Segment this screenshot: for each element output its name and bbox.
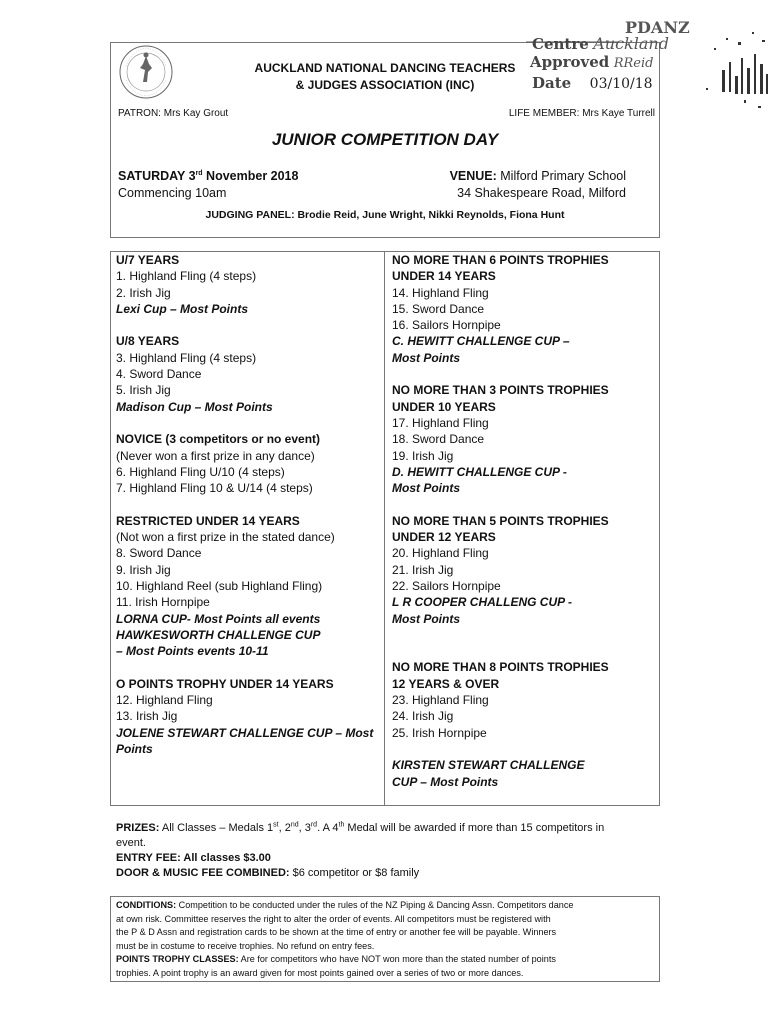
event-line: Points xyxy=(116,741,153,756)
event-line: 16. Sailors Hornpipe xyxy=(392,318,501,333)
event-line: (Never won a first prize in any dance) xyxy=(116,448,315,463)
event-line: CUP – Most Points xyxy=(392,774,499,789)
event-line: UNDER 12 YEARS xyxy=(392,530,496,545)
association-logo xyxy=(112,44,184,100)
stamp-approved-label: Approved xyxy=(530,53,610,71)
event-line: 3. Highland Fling (4 steps) xyxy=(116,350,257,365)
stamp-centre-label: Centre xyxy=(532,35,589,53)
events-divider xyxy=(384,251,385,806)
event-line: 5. Irish Jig xyxy=(116,383,171,398)
venue-label: VENUE: xyxy=(449,169,497,183)
stamp-signature: RReid xyxy=(613,56,654,71)
sup-nd: nd xyxy=(290,821,299,829)
spacer xyxy=(116,317,382,333)
prizes-text: , 3 xyxy=(298,822,311,834)
prizes-line xyxy=(116,821,656,836)
event-line: 17. Highland Fling xyxy=(392,415,489,430)
spacer xyxy=(392,741,656,757)
event-line: 12 YEARS & OVER xyxy=(392,676,500,691)
prizes-text: Medal will be awarded if more than 15 competitors in xyxy=(344,822,605,834)
event-line: 21. Irish Jig xyxy=(392,562,454,577)
spacer xyxy=(392,643,656,659)
event-line: UNDER 10 YEARS xyxy=(392,399,496,414)
event-line: 20. Highland Fling xyxy=(392,546,489,561)
event-line: O POINTS TROPHY UNDER 14 YEARS xyxy=(116,676,334,691)
event-line: Most Points xyxy=(392,481,460,496)
event-line: 12. Highland Fling xyxy=(116,693,213,708)
event-line: Madison Cup – Most Points xyxy=(116,399,273,414)
sup-rd: rd xyxy=(310,821,318,829)
date-prefix: SATURDAY 3 xyxy=(118,169,196,183)
door-fee-label: DOOR & MUSIC FEE COMBINED: xyxy=(116,867,290,879)
fee-info xyxy=(116,821,656,881)
event-line: UNDER 14 YEARS xyxy=(392,269,496,284)
stamp-centre xyxy=(532,34,669,54)
prizes-text: All Classes – Medals 1 xyxy=(159,822,274,834)
prizes-continued: event. xyxy=(116,837,146,849)
stamp-date xyxy=(532,74,653,93)
stamp-centre-value: Auckland xyxy=(593,34,669,53)
event-line: 22. Sailors Hornpipe xyxy=(392,578,501,593)
venue-name: Milford Primary School xyxy=(496,169,626,183)
events-right-column xyxy=(392,252,656,790)
judging-panel: JUDGING PANEL: Brodie Reid, June Wright, Nikki Reynolds, Fiona Hunt xyxy=(205,209,565,221)
date-suffix: November 2018 xyxy=(202,169,299,183)
venue xyxy=(360,168,626,202)
event-line: 6. Highland Fling U/10 (4 steps) xyxy=(116,464,285,479)
event-line: JOLENE STEWART CHALLENGE CUP – Most xyxy=(116,725,374,740)
association-name-line2: & JUDGES ASSOCIATION (INC) xyxy=(295,78,475,92)
date-sup: rd xyxy=(195,169,203,177)
points-trophy-label: POINTS TROPHY CLASSES: xyxy=(116,954,239,964)
patron: PATRON: Mrs Kay Grout xyxy=(118,108,229,119)
event-line: 18. Sword Dance xyxy=(392,432,485,447)
stamp-date-value: 03/10/18 xyxy=(589,76,653,92)
association-name xyxy=(200,60,570,94)
event-line: 19. Irish Jig xyxy=(392,448,454,463)
event-line: 8. Sword Dance xyxy=(116,546,202,561)
conditions-line: must be in costume to receive trophies. No refund on entry fees. xyxy=(116,940,375,951)
event-line: – Most Points events 10-11 xyxy=(116,644,269,659)
life-member: LIFE MEMBER: Mrs Kaye Turrell xyxy=(508,108,655,119)
event-line: LORNA CUP- Most Points all events xyxy=(116,611,321,626)
event-line: HAWKESWORTH CHALLENGE CUP xyxy=(116,627,321,642)
commencing-time: Commencing 10am xyxy=(118,186,227,200)
conditions-line: Are for competitors who have NOT won more than the stated number of points xyxy=(238,954,556,964)
spacer xyxy=(392,627,656,643)
entry-fee: ENTRY FEE: All classes $3.00 xyxy=(116,852,271,864)
event-line: NO MORE THAN 8 POINTS TROPHIES xyxy=(392,660,609,675)
event-line: 15. Sword Dance xyxy=(392,301,485,316)
event-date xyxy=(118,168,298,202)
event-line: 10. Highland Reel (sub Highland Fling) xyxy=(116,578,323,593)
sup-st: st xyxy=(273,821,279,829)
event-line: C. HEWITT CHALLENGE CUP – xyxy=(392,334,570,349)
event-line: 14. Highland Fling xyxy=(392,285,489,300)
event-line: 23. Highland Fling xyxy=(392,693,489,708)
event-line: 11. Irish Hornpipe xyxy=(116,595,210,610)
event-line: 2. Irish Jig xyxy=(116,285,171,300)
event-line: RESTRICTED UNDER 14 YEARS xyxy=(116,513,300,528)
conditions-line: at own risk. Committee reserves the right to alter the order of events. All competitors must be registered with xyxy=(116,913,551,924)
sup-th: th xyxy=(338,821,345,829)
event-line: Most Points xyxy=(392,611,460,626)
event-line: U/7 YEARS xyxy=(116,253,180,267)
event-line: NOVICE (3 competitors or no event) xyxy=(116,432,321,447)
event-line: L R COOPER CHALLENG CUP - xyxy=(392,595,573,610)
stamp-org: PDANZ xyxy=(625,18,690,37)
door-fee-value: $6 competitor or $8 family xyxy=(289,867,420,879)
event-line: 13. Irish Jig xyxy=(116,709,178,724)
association-name-line1: AUCKLAND NATIONAL DANCING TEACHERS xyxy=(254,61,516,75)
page-title: JUNIOR COMPETITION DAY xyxy=(271,130,499,149)
prizes-label: PRIZES: xyxy=(116,822,160,834)
spacer xyxy=(392,496,656,512)
spacer xyxy=(116,415,382,431)
event-line: U/8 YEARS xyxy=(116,334,180,349)
conditions-label: CONDITIONS: xyxy=(116,900,177,910)
event-line: Most Points xyxy=(392,350,460,365)
prizes-text: . A 4 xyxy=(317,822,339,834)
spacer xyxy=(116,496,382,512)
door-fee-line xyxy=(116,866,656,881)
event-line: (Not won a first prize in the stated dance) xyxy=(116,530,335,545)
spacer xyxy=(392,366,656,382)
event-line: NO MORE THAN 3 POINTS TROPHIES xyxy=(392,383,609,398)
conditions-line: trophies. A point trophy is an award given for most points gained over a series of two or more dances. xyxy=(116,967,524,978)
event-line: NO MORE THAN 6 POINTS TROPHIES xyxy=(392,253,609,267)
conditions-text xyxy=(116,899,656,980)
stamp-approved xyxy=(530,53,653,72)
events-left-column xyxy=(116,252,382,757)
event-line: 9. Irish Jig xyxy=(116,562,171,577)
event-line: D. HEWITT CHALLENGE CUP - xyxy=(392,464,567,479)
spacer xyxy=(116,659,382,675)
venue-address: 34 Shakespeare Road, Milford xyxy=(457,186,626,200)
event-line: NO MORE THAN 5 POINTS TROPHIES xyxy=(392,513,609,528)
event-line: Lexi Cup – Most Points xyxy=(116,301,249,316)
event-line: 4. Sword Dance xyxy=(116,367,202,382)
prizes-text: , 2 xyxy=(278,822,291,834)
event-line: KIRSTEN STEWART CHALLENGE xyxy=(392,758,585,773)
event-line: 1. Highland Fling (4 steps) xyxy=(116,269,257,284)
stamp-date-label: Date xyxy=(532,74,572,92)
conditions-line: the P & D Assn and registration cards to be shown at the time of entry or another fee will be payable. Winners xyxy=(116,927,557,937)
event-line: 25. Irish Hornpipe xyxy=(392,725,487,740)
event-line: 7. Highland Fling 10 & U/14 (4 steps) xyxy=(116,481,313,496)
conditions-line: Competition to be conducted under the rules of the NZ Piping & Dancing Assn. Competitors dance xyxy=(176,900,574,910)
event-line: 24. Irish Jig xyxy=(392,709,454,724)
